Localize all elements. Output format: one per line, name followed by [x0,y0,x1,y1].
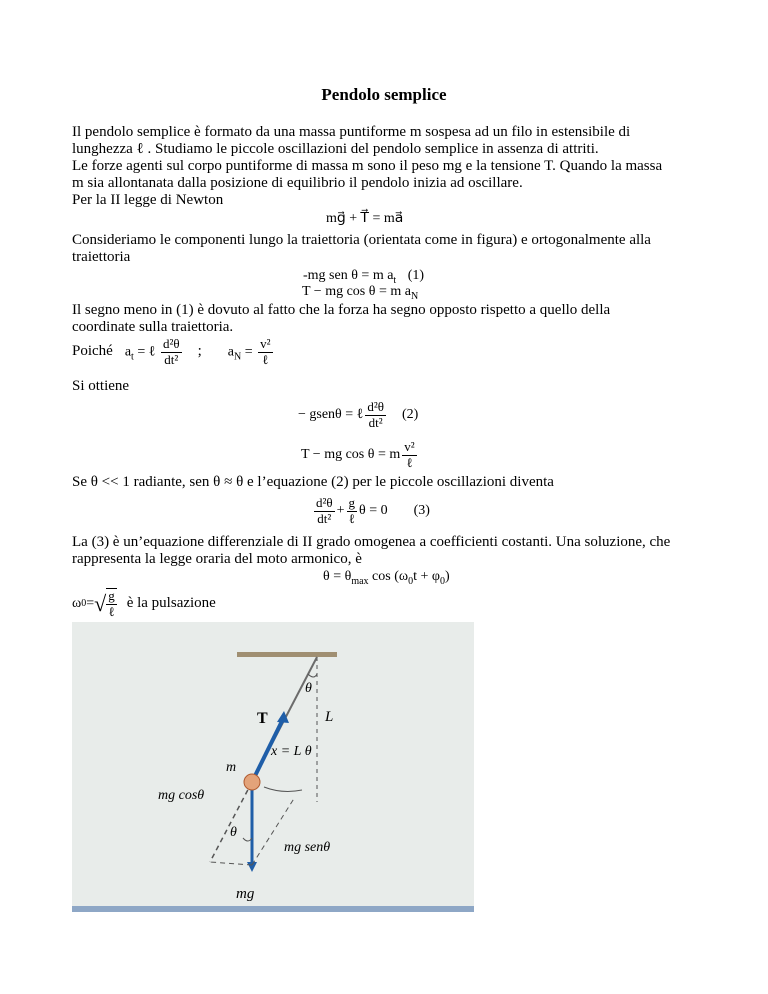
solution-equation [323,569,450,585]
equation-2-lhs: − gsenθ = ℓ [298,406,364,422]
omega-definition: ω 0 = √ $\frac{g}{\text{ℓ}}$ è la pulsazione [72,588,216,619]
equation-3 [312,488,430,534]
an-sub: N [233,351,242,363]
mass-label: m [226,760,237,775]
diff-line-2: rappresenta la legge oraria del moto armonico, è [72,551,362,567]
mgcos-label: mg cosθ [158,788,205,803]
equation-1 [303,268,424,284]
equation-3-num-1: d²θ [316,494,333,510]
equation-2b-lhs: T − mg cos θ = m [301,446,401,462]
equation-2-den: dt² [368,414,383,430]
equation-3-rhs: θ = 0 [359,502,388,518]
equation-1b [302,284,418,300]
theta-top-label: θ [305,681,312,696]
figure-background [72,622,474,912]
an-eq: = [241,344,253,360]
poiche-label: Poiché [72,343,113,360]
equation-1-text: -mg sen θ = m a [303,268,394,283]
at-eq: = ℓ [133,344,156,360]
solution-c: t + φ [413,569,440,584]
sign-line-1: Il segno meno in (1) è dovuto al fatto che la forza ha segno opposto rispetto a quello della [72,302,611,318]
an-fraction [258,337,272,368]
length-label: L [325,709,334,725]
equation-3-tag: (3) [413,502,430,518]
equation-2b [301,434,419,476]
omega-text: è la pulsazione [126,595,216,612]
at-num: d²θ [162,335,180,351]
newton-equation: mg⃗ + T⃗ = ma⃗ [326,211,404,226]
solution-a: θ = θ [323,569,352,584]
an-definition [228,337,275,368]
poiche-separator: ; [197,343,202,360]
small-oscillation-text: Se θ << 1 radiante, sen θ ≈ θ e l’equazione (2) per le piccole oscillazioni diventa [72,474,554,490]
at-sub: t [131,351,134,363]
pendulum-figure [72,622,474,912]
page-title: Pendolo semplice [321,85,447,104]
mgsen-label: mg senθ [284,840,331,855]
components-line-1: Consideriamo le componenti lungo la traiettoria (orientata come in figura) e ortogonalmente alla [72,232,651,248]
intro-line-3: Le forze agenti sul corpo puntiforme di massa m sono il peso mg e la tensione T. Quando la massa [72,158,663,174]
equation-2b-den: ℓ [406,454,413,470]
sqrt-symbol: √ [94,591,107,616]
ceiling [237,652,337,657]
intro-line-5: Per la II legge di Newton [72,192,224,208]
equation-1b-text: T − mg cos θ = m a [302,284,411,299]
equation-1b-sub: N [410,290,419,302]
figure-bottom-band [72,906,474,912]
intro-line-4: m sia allontanata dalla posizione di equilibrio il pendolo inizia ad oscillare. [72,175,523,191]
diff-line-1: La (3) è un’equazione differenziale di II grado omogenea a coefficienti costanti. Una soluzione, che [72,534,671,550]
omega-lhs: ω [72,595,82,611]
components-line-2: traiettoria [72,249,131,265]
equation-2-fraction [365,400,386,431]
equation-2b-fraction [402,440,416,471]
at-definition [125,337,184,368]
omega-fraction [106,588,117,620]
solution-a-sub: max [351,575,369,587]
bob [244,774,260,790]
si-ottiene: Si ottiene [72,378,130,394]
equation-3-num-2: g [348,494,356,510]
an-lhs: a [227,344,234,360]
at-fraction [161,337,182,368]
equation-3-plus: + [336,502,345,518]
equation-2-num: d²θ [367,398,384,414]
an-den: ℓ [262,351,269,367]
omega-eq: = [86,595,95,611]
arc-length-label: x = L θ [271,744,312,759]
equation-3-fraction-1 [314,496,335,527]
sign-line-2: coordinate sulla traiettoria. [72,319,234,335]
omega-num: g [108,588,115,604]
equation-3-den-1: dt² [317,510,332,526]
solution-b: cos (ω [368,569,409,584]
solution-c-sub: 0 [439,575,445,587]
equation-2-tag: (2) [402,406,419,422]
equation-3-den-2: ℓ [348,510,355,526]
tension-label: T [257,710,268,727]
theta-bottom-label: θ [230,825,237,840]
intro-line-1: Il pendolo semplice è formato da una massa puntiforme m sospesa ad un filo in estensibile di [72,124,631,140]
weight-label: mg [236,886,255,902]
equation-3-fraction-2 [347,496,358,527]
equation-1-sub: t [393,274,397,286]
equation-2 [298,392,418,438]
pendulum-diagram [72,622,474,912]
poiche-row [72,330,275,374]
intro-line-2: lunghezza ℓ . Studiamo le piccole oscillazioni del pendolo semplice in assenza di attriti. [72,141,599,157]
at-lhs: a [124,344,132,360]
at-den: dt² [164,351,179,367]
omega-den: ℓ [108,604,115,619]
solution-d: ) [444,569,450,584]
equation-2b-num: v² [404,438,415,454]
an-num: v² [260,335,271,351]
solution-b-sub: 0 [408,575,414,587]
equation-1-tag: (1) [407,268,425,283]
